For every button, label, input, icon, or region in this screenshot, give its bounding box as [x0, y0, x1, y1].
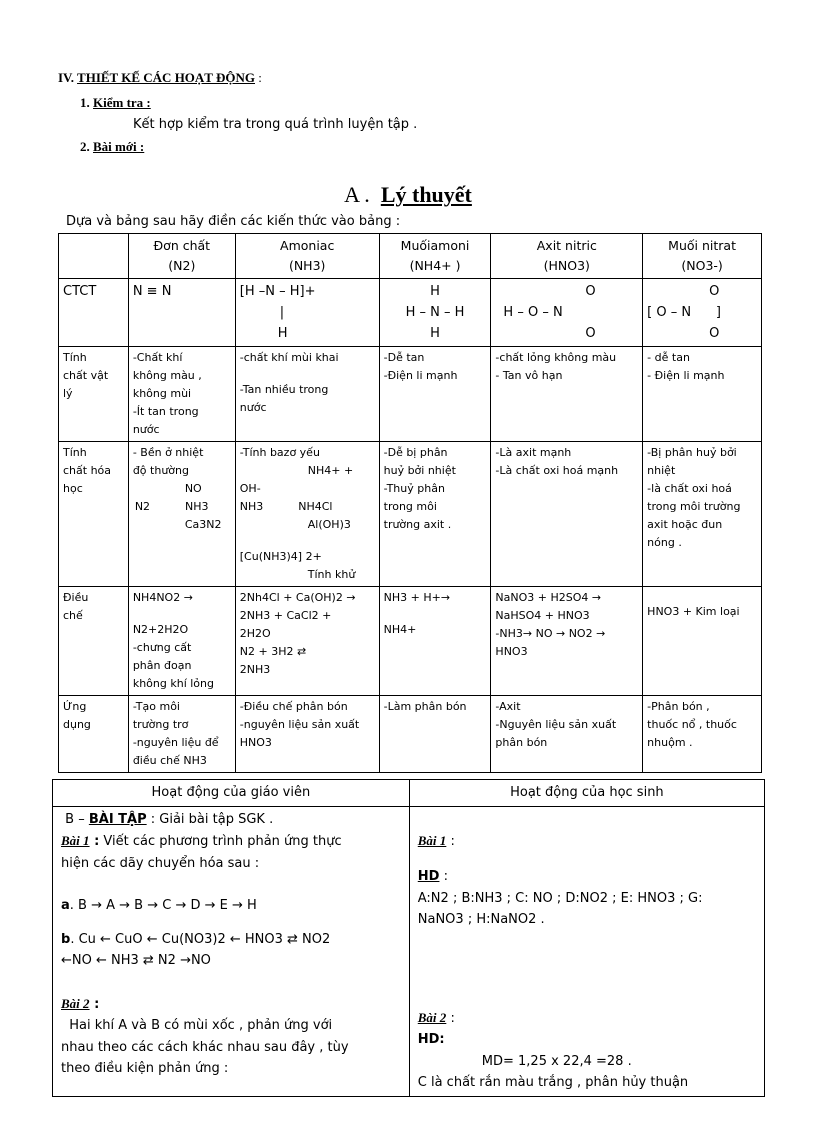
- cell-line: N2 NH3: [134, 500, 209, 513]
- cell-gap: [61, 874, 401, 895]
- header-name: Đơn chất: [153, 238, 211, 253]
- cell-line: HNO3: [239, 736, 272, 749]
- exercise-heading: [61, 809, 401, 831]
- header-cell: [235, 234, 379, 279]
- cell-no3: [643, 442, 762, 587]
- exercise-1-text: Viết các phương trình phản ứng thực: [99, 834, 342, 849]
- chemical-row: [59, 442, 762, 587]
- intro-text: Dựa và bảng sau hãy điền các kiến thức vào bảng :: [66, 214, 401, 229]
- cell-gap: [133, 607, 231, 621]
- cell-line: - dễ tan: [647, 351, 690, 364]
- theory-header-row: [59, 234, 762, 279]
- header-cell: [128, 234, 235, 279]
- cell-line: -nguyên liệu sản xuất: [239, 718, 360, 731]
- cell-line: -Là axit mạnh: [495, 446, 572, 459]
- answer-2-colon: :: [446, 1010, 455, 1026]
- cell-nh4: [379, 347, 491, 442]
- cell-line: -Bị phân huỷ bởi: [647, 446, 737, 459]
- cell-nh4: [379, 696, 491, 773]
- cell-line: -Nguyên liệu sản xuất: [495, 718, 617, 731]
- application-row: [59, 696, 762, 773]
- label-line: học: [63, 482, 83, 495]
- chain-b-text-2: ←NO ← NH3 ⇄ N2 →NO: [61, 953, 211, 968]
- cell-gap: [240, 534, 375, 548]
- cell-no3: [643, 347, 762, 442]
- cell-line: 2H2O: [239, 627, 271, 640]
- cell-line: -Chất khí: [132, 351, 183, 364]
- cell-line: nhiệt: [647, 464, 676, 477]
- cell-line: - Điện li mạnh: [647, 369, 725, 382]
- header-formula: (NH3): [288, 258, 326, 273]
- cell-gap: [418, 809, 756, 830]
- cell-line: -Ít tan trong: [132, 405, 199, 418]
- theory-table: [58, 233, 762, 773]
- cell-n2: [128, 347, 235, 442]
- section-title: THIẾT KẾ CÁC HOẠT ĐỘNG: [77, 70, 255, 85]
- cell-line: trường axit .: [383, 518, 452, 531]
- cell-line: không khí lỏng: [132, 677, 214, 690]
- cell-line: -Phân bón ,: [647, 700, 710, 713]
- hint-1-colon: :: [439, 869, 448, 884]
- header-formula: (NH4+ ): [409, 258, 461, 273]
- cell-nh3: [235, 347, 379, 442]
- cell-nh4: [379, 442, 491, 587]
- cell-no3: [643, 587, 762, 696]
- exercise-2-label: Bài 2: [61, 995, 90, 1011]
- ctct-nh3: [235, 279, 379, 347]
- cell-line: phân đoạn: [132, 659, 192, 672]
- cell-line: không mùi: [132, 387, 192, 400]
- cell-line: không màu ,: [132, 369, 202, 382]
- cell-gap: [418, 931, 756, 1007]
- cell-no3: [643, 696, 762, 773]
- cell-gap: [61, 972, 401, 993]
- activity-body-row: [53, 806, 765, 1096]
- cell-line: 2Nh4Cl + Ca(OH)2 →: [239, 591, 356, 604]
- item-1-heading: [80, 95, 151, 111]
- label-line: chất vật: [63, 369, 109, 382]
- exercise-title: BÀI TẬP: [88, 811, 147, 827]
- activity-table: [52, 779, 765, 1097]
- cell-hno3: [491, 696, 643, 773]
- title-text: Lý thuyết: [380, 182, 472, 207]
- formula-line: O: [709, 326, 720, 341]
- formula-line: H: [430, 326, 440, 341]
- cell-line: -nguyên liệu để: [132, 736, 219, 749]
- header-name: Axit nitric: [536, 238, 597, 253]
- cell-line: -Tạo môi: [132, 700, 180, 713]
- item-2-heading: [80, 139, 144, 155]
- header-formula: (NO3-): [681, 258, 723, 273]
- formula-line: |: [279, 305, 285, 320]
- formula-line: H – N – H: [405, 305, 465, 320]
- header-cell: [643, 234, 762, 279]
- cell-line: OH-: [239, 482, 261, 495]
- cell-line: -Tan nhiều trong: [239, 383, 329, 396]
- cell-nh4: [379, 587, 491, 696]
- cell-line: axit hoặc đun: [647, 518, 723, 531]
- chain-b-label: b: [61, 931, 71, 947]
- item-1-text: Kết hợp kiểm tra trong quá trình luyện tập .: [133, 117, 418, 132]
- row-label: [59, 696, 129, 773]
- formula-line: H: [430, 284, 440, 299]
- ctct-n2: N ≡ N: [128, 279, 235, 347]
- formula-line: O: [585, 326, 596, 341]
- cell-line: - Bền ở nhiệt: [132, 446, 204, 459]
- cell-line: -Làm phân bón: [383, 700, 467, 713]
- cell-line: nóng .: [647, 536, 682, 549]
- physical-row: [59, 347, 762, 442]
- formula-line: H: [277, 326, 288, 341]
- activity-header-row: [53, 780, 765, 807]
- cell-line: độ thường: [132, 464, 189, 477]
- cell-line: NH3 NH4Cl: [239, 500, 333, 513]
- cell-line: nước: [132, 423, 160, 436]
- cell-line: 2NH3 + CaCl2 +: [239, 609, 332, 622]
- cell-line: Al(OH)3: [307, 518, 351, 531]
- cell-line: trong môi trường: [647, 500, 741, 513]
- header-formula: (HNO3): [543, 258, 590, 273]
- section-roman: IV.: [58, 70, 75, 85]
- cell-gap: [240, 367, 375, 381]
- cell-hno3: [491, 442, 643, 587]
- section-heading: [58, 70, 262, 86]
- cell-line: NH4NO2 →: [132, 591, 193, 604]
- exercise-2-text-2: nhau theo các cách khác nhau sau đây , tùy: [61, 1039, 349, 1055]
- cell-line: -Thuỷ phân: [383, 482, 445, 495]
- chain-b-text: . Cu ← CuO ← Cu(NO3)2 ← HNO3 ⇄ NO2: [70, 931, 331, 947]
- exercise-2-text-3: theo điều kiện phản ứng :: [61, 1061, 229, 1076]
- cell-line: -chất lỏng không màu: [495, 351, 617, 364]
- ctct-label: CTCT: [59, 279, 129, 347]
- header-name: Muốiamoni: [400, 238, 470, 253]
- chain-a-text: . B → A → B → C → D → E → H: [69, 898, 257, 913]
- cell-line: -NH3→ NO → NO2 →: [495, 627, 606, 640]
- chain-a: [61, 895, 401, 917]
- cell-line: -Tính bazơ yếu: [239, 446, 320, 459]
- cell-line: HNO3 + Kim loại: [647, 605, 740, 618]
- cell-line: -Điện li mạnh: [383, 369, 458, 382]
- exercise-2-colon: :: [89, 996, 100, 1012]
- row-label: [59, 347, 129, 442]
- answer-2-line: [418, 1007, 756, 1030]
- hint-1-line: [418, 866, 756, 888]
- label-line: chế: [63, 609, 83, 622]
- label-line: lý: [63, 387, 73, 400]
- answer-1-line: [418, 830, 756, 853]
- cell-nh3: [235, 696, 379, 773]
- section-colon: :: [255, 70, 262, 85]
- ctct-no3: [643, 279, 762, 347]
- cell-line: Ca3N2: [184, 518, 222, 531]
- page-title: [0, 182, 816, 208]
- cell-line: N2 + 3H2 ⇄: [239, 645, 307, 658]
- cell-gap: [384, 607, 487, 621]
- cell-line: N2+2H2O: [132, 623, 189, 636]
- cell-line: NH4+: [383, 623, 417, 636]
- cell-line: -chưng cất: [132, 641, 192, 654]
- cell-line: trường trơ: [132, 718, 189, 731]
- student-cell: [409, 806, 764, 1096]
- cell-line: 2NH3: [239, 663, 271, 676]
- cell-line: -là chất oxi hoá: [647, 482, 732, 495]
- teacher-cell: [53, 806, 410, 1096]
- cell-line: huỷ bởi nhiệt: [383, 464, 456, 477]
- cell-n2: [128, 587, 235, 696]
- formula-line: O: [585, 284, 596, 299]
- exercise-1-line: [61, 830, 401, 853]
- answer-1-label: Bài 1: [417, 832, 447, 848]
- cell-gap: [647, 589, 757, 603]
- cell-line: -Là chất oxi hoá mạnh: [495, 464, 619, 477]
- cell-hno3: [491, 587, 643, 696]
- cell-line: -Dễ tan: [383, 351, 425, 364]
- header-empty: [59, 234, 129, 279]
- cell-line: [Cu(NH3)4] 2+: [239, 550, 322, 563]
- hint-1-label: HD: [417, 869, 440, 884]
- exercise-2-text-1: Hai khí A và B có mùi xốc , phản ứng với: [61, 1018, 333, 1033]
- cell-line: HNO3: [495, 645, 528, 658]
- label-line: Điều: [63, 591, 89, 604]
- molar-mass-text: MD= 1,25 x 22,4 =28 .: [481, 1053, 632, 1069]
- formula-line: O: [709, 284, 720, 299]
- cell-line: phân bón: [495, 736, 548, 749]
- item-1-number: 1.: [80, 95, 90, 110]
- answer-2-label: Bài 2: [417, 1009, 447, 1025]
- answer-1-text: A:N2 ; B:NH3 ; C: NO ; D:NO2 ; E: HNO3 ; G:: [417, 890, 703, 906]
- label-line: Tính: [63, 351, 87, 364]
- row-label: [59, 442, 129, 587]
- exercise-1-colon: :: [89, 834, 100, 849]
- exercise-text: : Giải bài tập SGK .: [146, 811, 274, 827]
- cell-line: thuốc nổ , thuốc: [647, 718, 737, 731]
- exercise-prefix: B –: [65, 811, 85, 827]
- label-line: Ứng: [63, 700, 87, 713]
- label-line: Tính: [63, 446, 87, 459]
- chain-a-label: a: [61, 898, 70, 913]
- preparation-row: [59, 587, 762, 696]
- student-header: Hoạt động của học sinh: [409, 780, 764, 807]
- header-name: Amoniac: [280, 238, 335, 253]
- cell-line: -Axit: [495, 700, 521, 713]
- exercise-2-line: [61, 993, 401, 1016]
- exercise-1-text-2: hiện các dãy chuyển hóa sau :: [61, 855, 260, 871]
- answer-1-colon: :: [446, 833, 455, 849]
- cell-line: NaNO3 + H2SO4 →: [495, 591, 602, 604]
- answer-2-text: C là chất rắn màu trắng , phân hủy thuận: [417, 1075, 689, 1090]
- header-cell: [379, 234, 491, 279]
- chain-b: [61, 929, 401, 951]
- cell-n2: [128, 696, 235, 773]
- formula-line: [ O – N ]: [647, 305, 721, 320]
- cell-nh3: [235, 587, 379, 696]
- header-formula: (N2): [168, 258, 196, 273]
- cell-line: - Tan vô hạn: [495, 369, 563, 382]
- cell-line: NH3 + H+→: [383, 591, 451, 604]
- label-line: chất hóa: [63, 464, 112, 477]
- formula-line: [H –N – H]+: [239, 284, 316, 299]
- cell-line: nhuộm .: [647, 736, 693, 749]
- cell-hno3: [491, 347, 643, 442]
- cell-n2: [128, 442, 235, 587]
- cell-nh3: [235, 442, 379, 587]
- answer-1-text-2: NaNO3 ; H:NaNO2 .: [417, 912, 545, 927]
- cell-line: nước: [239, 401, 267, 414]
- exercise-1-label: Bài 1: [61, 833, 90, 848]
- header-name: Muối nitrat: [668, 238, 736, 253]
- ctct-row: [59, 279, 762, 347]
- item-1-title: Kiểm tra :: [93, 95, 151, 110]
- cell-line: NaHSO4 + HNO3: [495, 609, 590, 622]
- title-prefix: A .: [344, 182, 370, 207]
- header-cell: [491, 234, 643, 279]
- item-2-title: Bài mới :: [93, 139, 145, 154]
- cell-gap: [61, 917, 401, 929]
- row-label: [59, 587, 129, 696]
- cell-gap: [418, 852, 756, 866]
- cell-line: NO: [184, 482, 202, 495]
- cell-line: trong môi: [383, 500, 437, 513]
- cell-line: -Điều chế phân bón: [239, 700, 348, 713]
- ctct-nh4: [379, 279, 491, 347]
- cell-line: -Dễ bị phân: [383, 446, 448, 459]
- cell-line: -chất khí mùi khai: [239, 351, 339, 364]
- cell-line: điều chế NH3: [132, 754, 207, 767]
- label-line: dụng: [63, 718, 91, 731]
- formula-line: H – O – N: [503, 305, 563, 320]
- cell-line: Tính khử: [307, 568, 356, 581]
- teacher-header: Hoạt động của giáo viên: [53, 780, 410, 807]
- cell-line: NH4+ +: [307, 464, 354, 477]
- hint-2-label: HD:: [417, 1032, 445, 1047]
- ctct-hno3: [491, 279, 643, 347]
- item-2-number: 2.: [80, 139, 90, 154]
